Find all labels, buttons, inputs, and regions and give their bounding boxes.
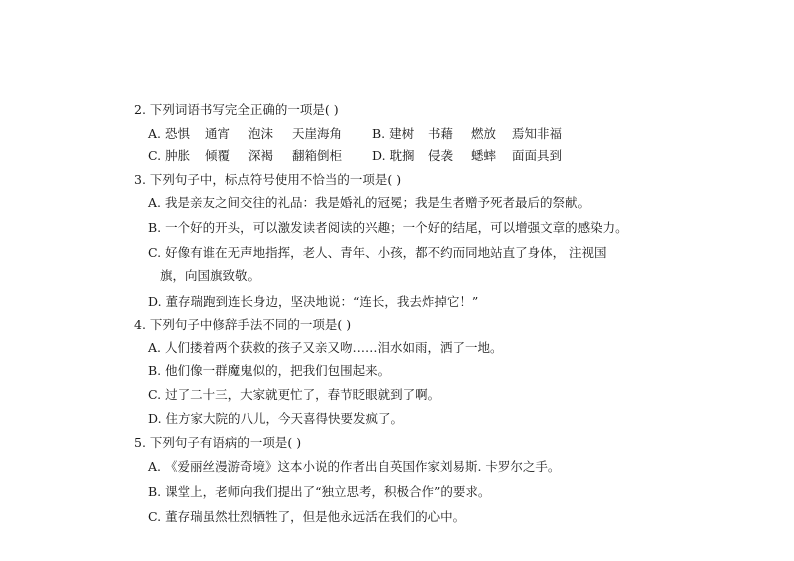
question-3-option-b: B. 一个好的开头，可以激发读者阅读的兴趣；一个好的结尾，可以增强文章的感染力。 bbox=[148, 220, 628, 235]
word: 侵袭 bbox=[428, 148, 454, 163]
option-a-label: A. 恐惧 bbox=[148, 126, 190, 141]
word: 泡沫 bbox=[248, 126, 274, 141]
question-4-option-b: B. 他们像一群魔鬼似的，把我们包围起来。 bbox=[148, 363, 391, 378]
question-4-option-d: D. 住方家大院的八儿，今天喜得快要发疯了。 bbox=[148, 411, 404, 426]
question-5-option-b: B. 课堂上，老师向我们提出了“独立思考，积极合作”的要求。 bbox=[148, 484, 491, 499]
question-4-option-c: C. 过了二十三，大家就更忙了，春节眨眼就到了啊。 bbox=[148, 387, 441, 402]
word: 深褐 bbox=[248, 148, 274, 163]
question-3-option-d: D. 董存瑞跑到连长身边，坚决地说：“连长，我去炸掉它！” bbox=[148, 294, 479, 309]
word: 天崖海角 bbox=[292, 126, 343, 141]
word: 燃放 bbox=[471, 126, 497, 141]
word: 焉知非福 bbox=[512, 126, 563, 141]
question-3-option-c: C. 好像有谁在无声地指挥，老人、青年、小孩，都不约而同地站直了身体， 注视国 bbox=[148, 245, 607, 260]
question-3-stem: 3. 下列句子中，标点符号使用不恰当的一项是( ) bbox=[134, 172, 402, 187]
word: 通宵 bbox=[205, 126, 231, 141]
word: 倾覆 bbox=[205, 148, 231, 163]
question-4-option-a: A. 人们搂着两个获救的孩子又亲又吻……泪水如雨，洒了一地。 bbox=[148, 340, 503, 355]
question-4-stem: 4. 下列句子中修辞手法不同的一项是( ) bbox=[134, 317, 352, 332]
question-3-option-c-continued: 旗，向国旗致敬。 bbox=[160, 268, 261, 283]
option-b-label: B. 建树 bbox=[372, 126, 415, 141]
question-2-stem: 2. 下列词语书写完全正确的一项是( ) bbox=[134, 102, 339, 117]
question-5-stem: 5. 下列句子有语病的一项是( ) bbox=[134, 435, 302, 450]
word: 蟋蟀 bbox=[471, 148, 497, 163]
word: 面面具到 bbox=[512, 148, 563, 163]
word: 翻箱倒柜 bbox=[292, 148, 343, 163]
question-5-option-a: A. 《爱丽丝漫游奇境》这本小说的作者出自英国作家刘易斯. 卡罗尔之手。 bbox=[148, 459, 561, 474]
option-d-label: D. 耽搁 bbox=[372, 148, 415, 163]
word: 书藉 bbox=[428, 126, 454, 141]
question-5-option-c: C. 董存瑞虽然壮烈牺牲了，但是他永远活在我们的心中。 bbox=[148, 509, 466, 524]
question-3-option-a: A. 我是亲友之间交往的礼品：我是婚礼的冠冕；我是生者赠予死者最后的祭献。 bbox=[148, 195, 590, 210]
option-c-label: C. 肿胀 bbox=[148, 148, 191, 163]
